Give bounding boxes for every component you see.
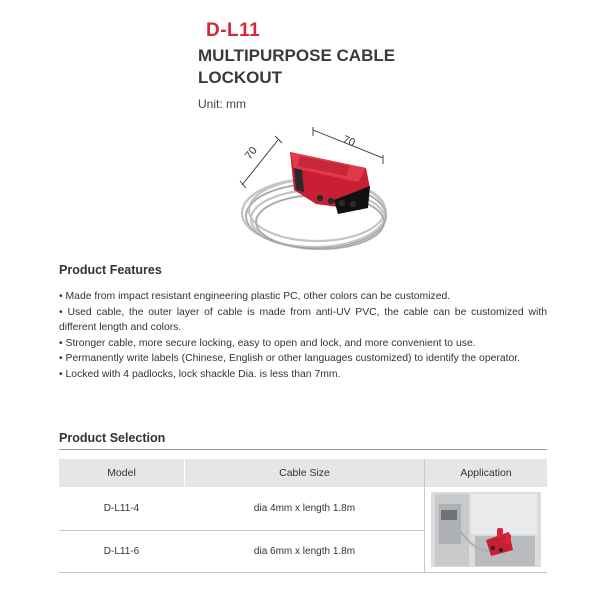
feature-item: • Made from impact resistant engineering plastic PC, other colors can be customized. (59, 291, 451, 302)
selection-divider (59, 449, 547, 450)
column-header-model: Model (59, 459, 184, 487)
feature-item: • Used cable, the outer layer of cable is made from anti-UV PVC, the cable can be customized with different length and colors. (59, 306, 547, 333)
selection-heading: Product Selection (59, 431, 166, 445)
unit-label: Unit: mm (198, 97, 246, 111)
lock-body (290, 152, 370, 214)
table-cell-model: D-L11-6 (103, 546, 140, 557)
table-bottom-border (59, 572, 547, 573)
dimension-width-label: 70 (340, 133, 357, 150)
features-heading: Product Features (59, 263, 162, 277)
table-cell-model: D-L11-4 (103, 503, 140, 514)
feature-item: • Stronger cable, more secure locking, easy to open and lock, and more convenient to use. (59, 337, 476, 349)
application-photo (431, 492, 541, 567)
table-cell-cable-size: dia 6mm x length 1.8m (253, 546, 356, 557)
feature-item: • Locked with 4 padlocks, lock shackle Dia. is less than 7mm. (59, 368, 341, 380)
product-code: D-L11 (206, 20, 261, 41)
product-title: MULTIPURPOSE CABLE LOCKOUT (198, 46, 396, 87)
column-separator (424, 459, 425, 573)
dimension-depth-label: 70 (242, 144, 260, 162)
selection-table (59, 459, 547, 573)
header-separator (184, 459, 185, 487)
column-header-application: Application (425, 459, 547, 487)
product-image (238, 118, 408, 260)
column-header-cable-size: Cable Size (185, 459, 424, 487)
table-cell-cable-size: dia 4mm x length 1.8m (253, 503, 356, 514)
feature-item: • Permanently write labels (Chinese, English or other languages customized) to identify the operator. (59, 353, 521, 364)
features-list (59, 289, 547, 382)
